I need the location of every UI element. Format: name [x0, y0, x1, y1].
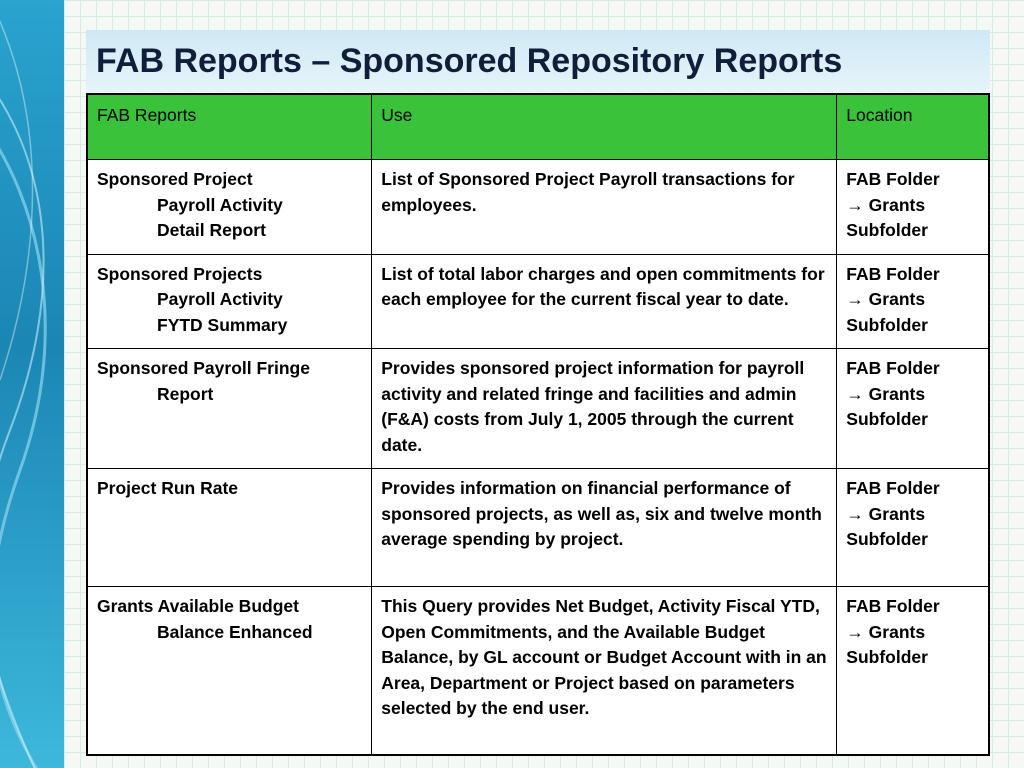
report-use: This Query provides Net Budget, Activity Fiscal YTD, Open Commitments, and the Available Budget Balance, by GL account or Budget Account with in an Area, Department or Project based on parameters selected by the end user.	[372, 587, 837, 755]
report-name-cont: Payroll Activity	[157, 194, 283, 215]
location-subfolder: → Grants	[846, 503, 926, 524]
report-name-cell	[87, 349, 372, 469]
report-name-cont: Balance Enhanced	[157, 621, 313, 642]
location-suffix: Subfolder	[846, 647, 928, 667]
report-location-cell	[837, 349, 989, 469]
report-name-cont: FYTD Summary	[157, 314, 288, 335]
report-location-cell	[837, 160, 989, 255]
report-name: Sponsored Project	[97, 169, 253, 189]
header-use: Use	[372, 94, 837, 160]
report-name-cell	[87, 469, 372, 587]
table-row	[87, 349, 989, 469]
reports-table	[86, 93, 990, 756]
location-suffix: Subfolder	[846, 529, 928, 549]
location-subfolder: → Grants	[846, 194, 926, 215]
side-decoration	[0, 0, 64, 768]
header-fab-reports: FAB Reports	[87, 94, 372, 160]
location-suffix: Subfolder	[846, 220, 928, 240]
report-name-cont: Report	[157, 383, 214, 404]
report-use: Provides information on financial performance of sponsored projects, as well as, six and twelve month average spending by project.	[372, 469, 837, 587]
location-folder: FAB Folder	[846, 263, 940, 284]
report-name-cell	[87, 587, 372, 755]
report-name: Sponsored Projects	[97, 263, 263, 284]
table-row	[87, 587, 989, 755]
report-name: Sponsored Payroll Fringe	[97, 358, 310, 378]
swirl-decoration-icon	[0, 0, 64, 768]
table-row	[87, 160, 989, 255]
location-folder: FAB Folder	[846, 169, 940, 189]
report-use: List of total labor charges and open commitments for each employee for the current fiscal year to date.	[372, 254, 837, 349]
slide-title: FAB Reports – Sponsored Repository Reports	[96, 42, 843, 80]
report-location-cell	[837, 469, 989, 587]
table-row	[87, 469, 989, 587]
report-name-cont: Detail Report	[157, 220, 266, 240]
location-subfolder: → Grants	[846, 621, 926, 642]
header-location: Location	[837, 94, 989, 160]
report-name-cell	[87, 160, 372, 255]
location-suffix: Subfolder	[846, 314, 928, 335]
location-folder: FAB Folder	[846, 358, 940, 378]
table-header-row	[87, 94, 989, 160]
report-location-cell	[837, 254, 989, 349]
location-folder: FAB Folder	[846, 478, 940, 498]
location-subfolder: → Grants	[846, 383, 926, 404]
location-folder: FAB Folder	[846, 596, 940, 616]
table-row	[87, 254, 989, 349]
location-subfolder: → Grants	[846, 289, 926, 309]
report-name: Grants Available Budget	[97, 596, 299, 616]
location-suffix: Subfolder	[846, 409, 928, 429]
report-name: Project Run Rate	[97, 478, 238, 498]
report-use: List of Sponsored Project Payroll transactions for employees.	[372, 160, 837, 255]
report-location-cell	[837, 587, 989, 755]
report-use: Provides sponsored project information for payroll activity and related fringe and facilities and admin (F&A) costs from July 1, 2005 through the current date.	[372, 349, 837, 469]
report-name-cont: Payroll Activity	[157, 289, 283, 309]
report-name-cell	[87, 254, 372, 349]
